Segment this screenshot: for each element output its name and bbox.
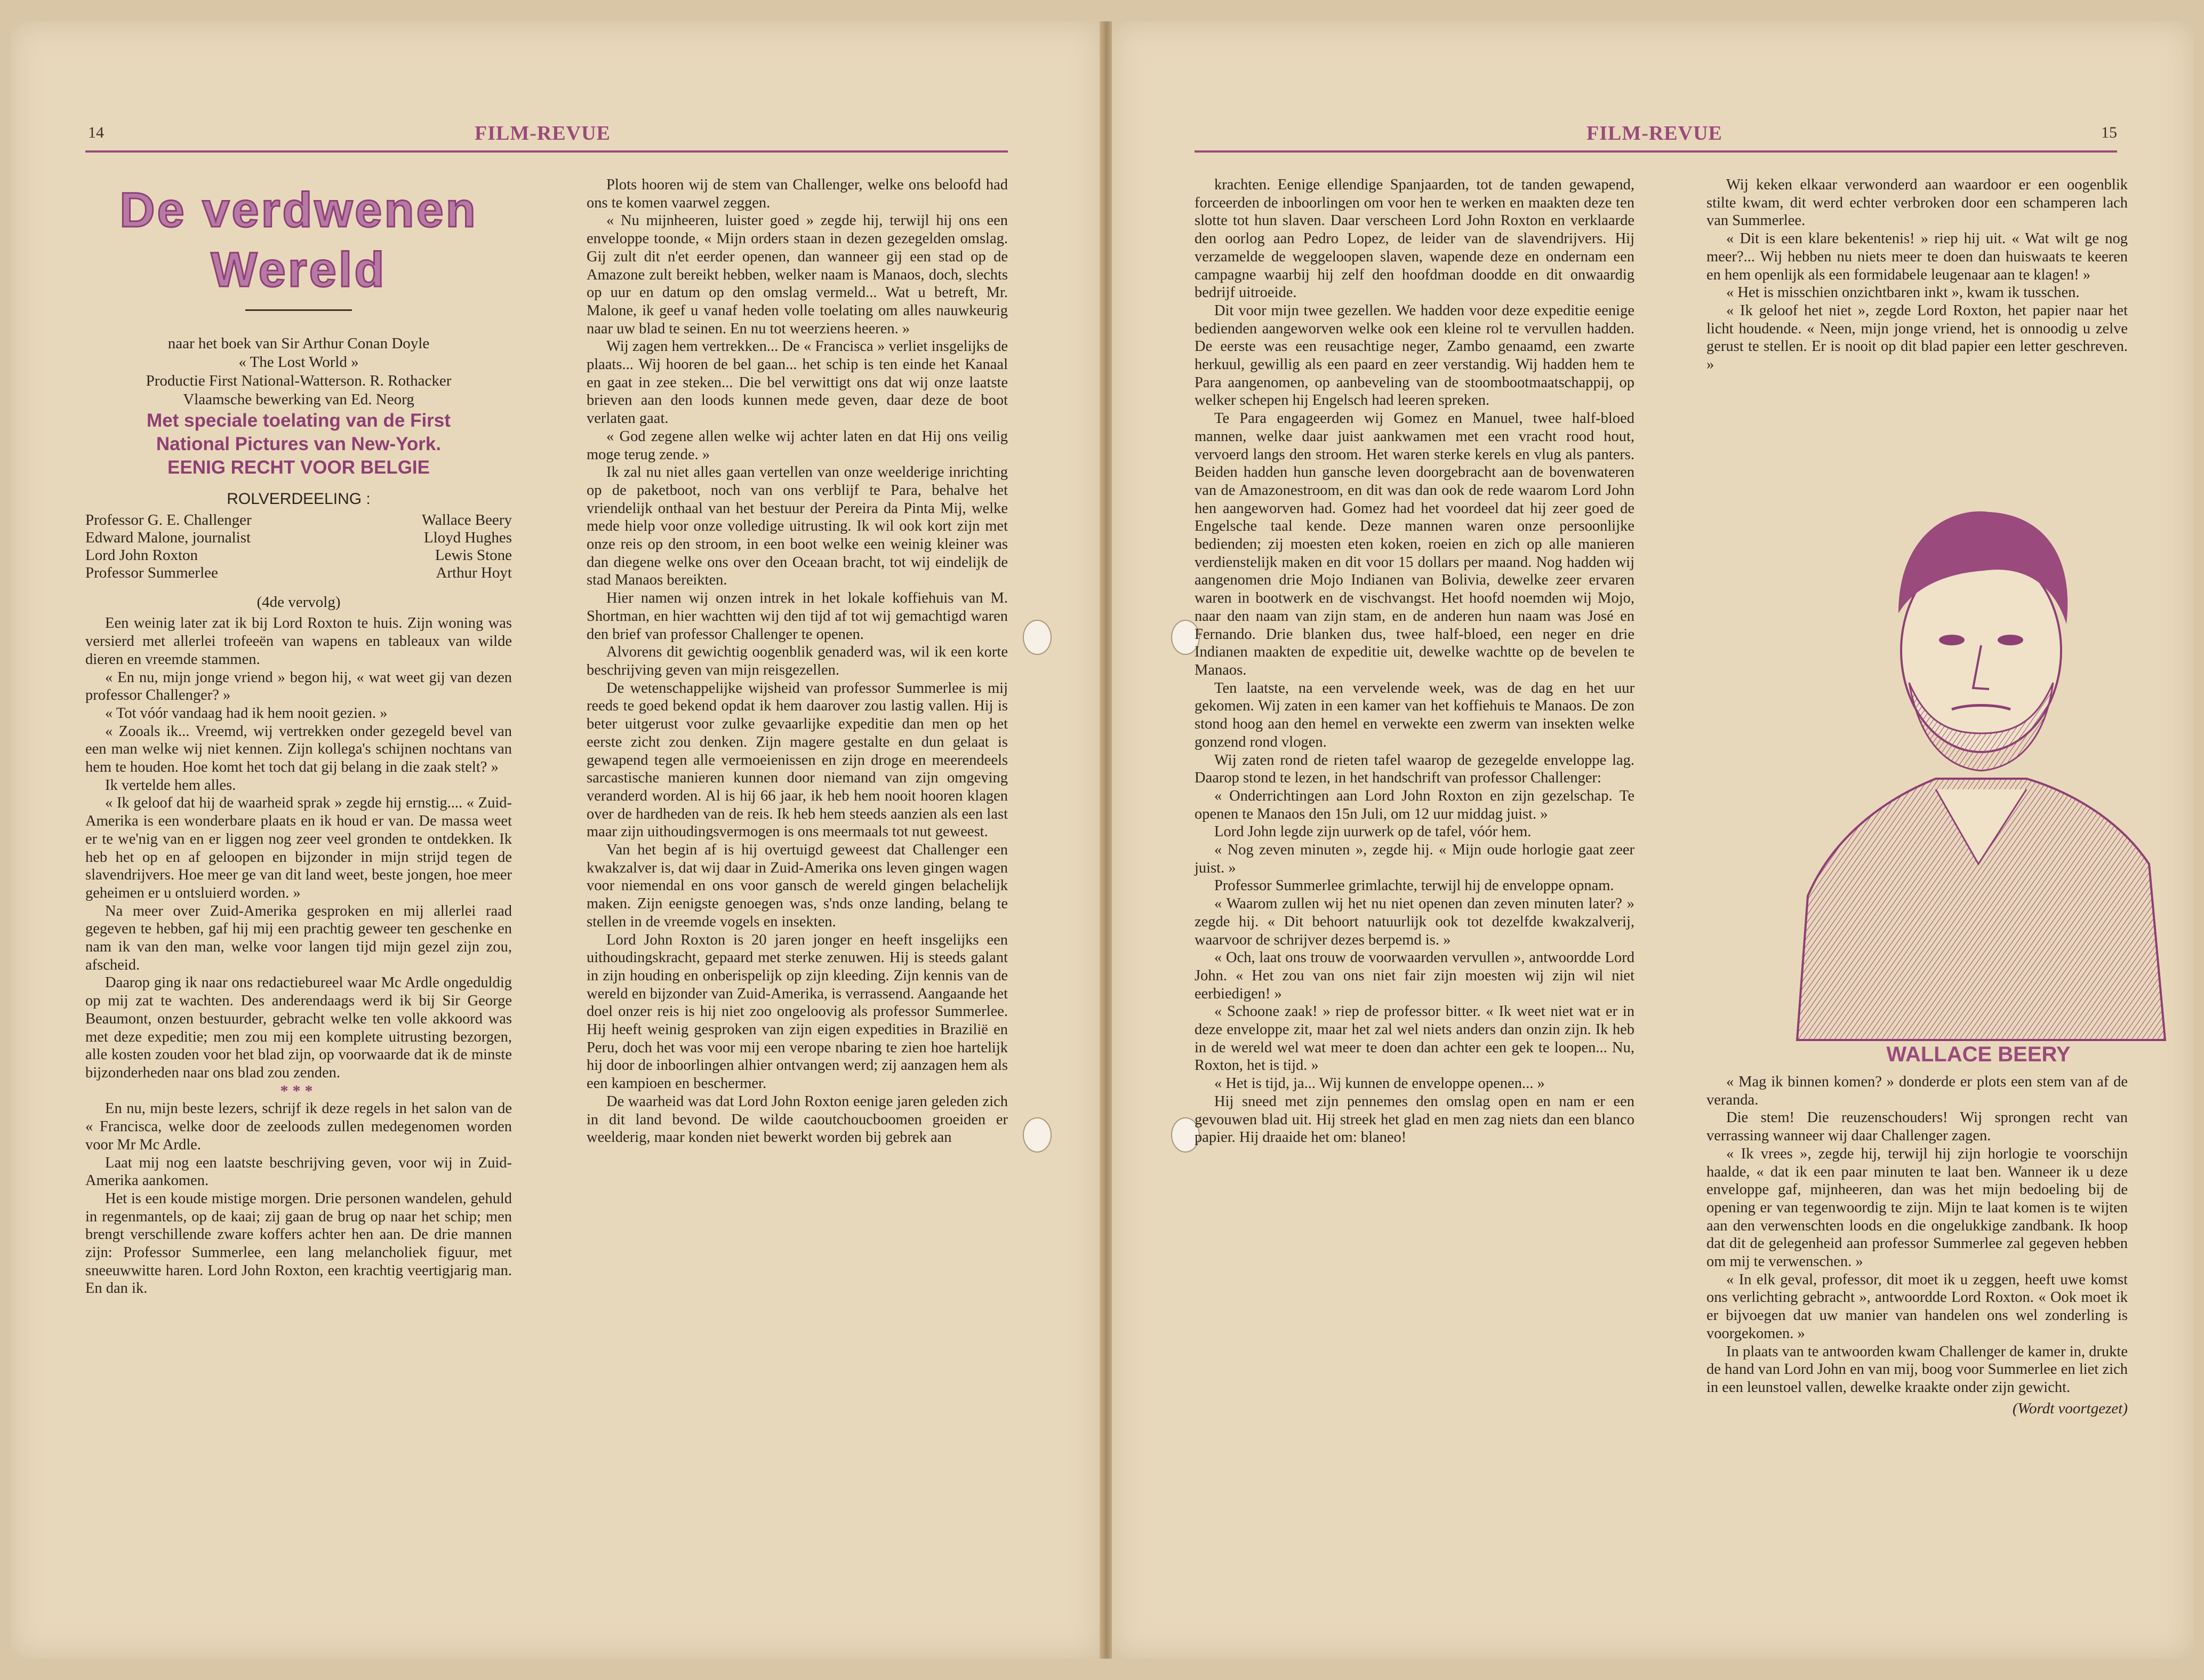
paragraph: « Nu mijnheeren, luister goed » zegde hij, terwijl hij ons een enveloppe toonde, « Mijn orders staan in dezen gezegelden omslag. Gij zult dit n'et eerder openen, dan wanneer gij een stad op de Amazone zult bereikt hebben, welker naam is Manaos, doch, slechts op uur en datum op den omslag vermeld... Wat u betreft, Mr. Malone, ik geef u vanaf heden volle toelating om alles nauwkeurig naar uw blad te seinen. En nu tot weerziens heeren. » [587,212,1008,337]
cast-role: Professor Summerlee [85,564,218,581]
paragraph: « Het is tijd, ja... Wij kunnen de enveloppe openen... » [1214,1075,1545,1092]
cast-row [85,547,512,564]
paragraph: En nu, mijn beste lezers, schrijf ik deze regels in het salon van de « Francisca, welke door de zeeloods zullen medegenomen worden voor Mr Mc Ardle. [85,1100,512,1153]
article-column-4-continued [1706,1073,2128,1418]
paragraph: Professor Summerlee grimlachte, terwijl hij de enveloppe opnam. [1214,877,1614,894]
title-divider [245,309,352,311]
body-text [1706,176,2128,374]
cast-actor: Lloyd Hughes [423,529,512,546]
paragraph: Daarop ging ik naar ons redactiebureel waar Mc Ardle ongeduldig op mij zat te wachten. Des anderendaags werd ik bij Sir George Beaumont, onzen bestuurder, gebracht welke ten volle akkoord was met deze expeditie; men zou mij een komplete uitrusting bezorgen, alle kosten zouden voor het blad zijn, op voorwaarde dat ik de minste bijzonderheden naar ons blad zou zenden. [85,974,512,1081]
header-rule-left [85,150,1008,153]
paragraph: « Ik geloof het niet », zegde Lord Roxton, het papier naar het licht houdende. « Neen, mijn jonge vriend, het is onnoodig u zelve gerust te stellen. Er is nooit op dit blad papier een letter geschreven. » [1706,302,2128,373]
binding-hole [1023,1117,1052,1153]
running-head-left: FILM-REVUE [475,122,611,145]
paragraph: Lord John legde zijn uurwerk op de tafel, vóór hem. [1214,823,1532,841]
permission-line: National Pictures van New-York. [156,434,442,454]
paragraph: Wij zagen hem vertrekken... De « Francisca » verliet insgelijks de plaats... Wij hooren de bel gaan... het schip is ten einde het Kanaal en gaat in zee steken... Die bel verwittigt ons dat wij onze laatste brieven aan den loods kunnen mede geven, daar deze de boot verlaten gaat. [587,338,1008,427]
article-title-line-2: Wereld [211,243,387,297]
paragraph: Wij keken elkaar verwonderd aan waardoor er een oogenblik stilte kwam, dit werd echter verbroken door een schamperen lach van Summerlee. [1706,177,2128,229]
header-rule-right [1195,150,2117,153]
paragraph: De waarheid was dat Lord John Roxton eenige jaren geleden zich in dit land bevond. De wilde caoutchoucboomen groeiden er weelderig, maar konden niet bewerkt worden bij gebrek aan [587,1093,1008,1146]
cast-role: Professor G. E. Challenger [85,511,252,529]
paragraph: Van het begin af is hij overtuigd geweest dat Challenger een kwakzalver is, dat wij daar in Zuid-Amerika ons leven gingen wagen voor niemendal en ons voor gansch de wereld gingen belachelijk maken. Zijn eenigste genoegen was, s'nds onze landing, belang te stellen in de vreemde vogels en insekten. [587,842,1008,930]
cast-heading: ROLVERDEELING : [227,490,371,508]
paragraph: Ik vertelde hem alles. [105,777,236,794]
cast-role: Edward Malone, journalist [85,529,251,546]
paragraph: « In elk geval, professor, dit moet ik u zeggen, heeft uwe komst ons verlichting gebracht », antwoordde Lord Roxton. « Ook moet ik er bijvoegen dat uw manier van handelen ons wel zonderling is voorgekomen. » [1706,1271,2128,1342]
permission-line: Met speciale toelating van de First [147,410,451,431]
article-column-4 [1706,176,2128,374]
cast-row [85,564,512,582]
cast-actor: Lewis Stone [435,546,512,564]
paragraph: « Waarom zullen wij het nu niet openen dan zeven minuten later? » zegde hij. « Dit behoort natuurlijk ook tot dezelfde kwakzalverij, waarvoor de schrijver dezes berpemd is. » [1195,895,1634,948]
paragraph: Het is een koude mistige morgen. Drie personen wandelen, gehuld in regenmantels, op de kaai; zij gaan de brug op naar het schip; men brengt verschillende zware koffers achter hen aan. De drie mannen zijn: Professor Summerlee, een lang melancholiek figuur, met sneeuwwitte haren. Lord John Roxton, een krachtig veertigjarig man. En dan ik. [85,1190,512,1297]
cast-actor: Wallace Beery [421,511,512,529]
paragraph: Alvorens dit gewichtig oogenblik genaderd was, wil ik een korte beschrijving geven van mijn reisgezellen. [587,644,1008,678]
paragraph: Hij sneed met zijn pennemes den omslag open en nam er een gevouwen blad uit. Hij streek het glad en men zag niets dan een blanco papier. Hij draaide het om: blaneo! [1195,1093,1634,1146]
cast-role: Lord John Roxton [85,546,198,564]
body-text [85,1100,512,1298]
running-head-right: FILM-REVUE [1586,122,1722,145]
paragraph: Dit voor mijn twee gezellen. We hadden voor deze expeditie eenige bedienden aangeworven welke ook een kleine rol te vervullen hadden. De eerste was een reusachtige neger, Zambo genaamd, een zwarte herkuul, gewillig als een paard en zeer verstandig. Wij hadden hem te Para aangenomen, op aanbeveling van de stoombootmaatschappij, op welker schepen hij Engelsch had leeren spreken. [1195,302,1634,409]
paragraph: « God zegene allen welke wij achter laten en dat Hij ons veilig moge terug zende. » [587,428,1008,463]
paragraph: Na meer over Zuid-Amerika gesproken en mij allerlei raad gegeven te hebben, gaf hij mij een prachtig geweer ten geschenke en nam ik van den man, welke voor langen tijd mijn gezel zijn zou, afscheid. [85,902,512,973]
paragraph: De wetenschappelijke wijsheid van professor Summerlee is mij reeds te goed bekend opdat ik hem daarover zou lastig vallen. Hij is beter uitgerust voor zulke gevaarlijke expeditie dan men op het eerste zicht zou denken. Zijn magere gestalte en dun gelaat is gewapend tegen alle vermoeienissen en zijn droge en meerendeels sarcastische manieren kunnen door niemand van zijn omgeving veranderd worden. Al is hij 66 jaar, ik heb hem nooit hooren klagen over de hardheden van de reis. Ik heb hem steeds aanzien als een last maar zijn uithoudingsvermogen is ons meermaals tot nut geweest. [587,679,1008,841]
continued-note: (Wordt voortgezet) [2012,1399,2128,1417]
paragraph: « Ik geloof dat hij de waarheid sprak » zegde hij ernstig.... « Zuid-Amerika is een wonderbare plaats en ik houd er van. De massa weet er te we'nig van en er liggen nog zeer veel gronden te ontdekken. Ik heb het op en af geloopen en bijzonder in mijn strijd tegen de slavendrijvers. Hoe meer ge van dit land weet, beste jongen, hoe meer geheimen er u ontsluierd worden. » [85,795,512,901]
cast-row [85,529,512,547]
page-number-right: 15 [2101,124,2117,141]
credit-line: Productie First National-Watterson. R. Rothacker [146,372,452,389]
section-separator: *** [280,1082,317,1100]
portrait-caption: WALLACE BEERY [1886,1043,2071,1066]
paragraph: « Tot vóór vandaag had ik hem nooit gezien. » [105,705,388,722]
paragraph: « Het is misschien onzichtbaren inkt », kwam ik tusschen. [1726,284,2080,301]
page-number-left: 14 [88,124,104,141]
paragraph: « Mag ik binnen komen? » donderde er plots een stem van af de veranda. [1706,1074,2128,1108]
cast-row [85,511,512,529]
article-title-line-1: De verdwenen [119,183,478,237]
rights-line: EENIG RECHT VOOR BELGIE [167,457,430,478]
paragraph: Te Para engageerden wij Gomez en Manuel, twee half-bloed mannen, welke daar juist aankwamen met een vracht rood hout, vervoerd langs den stroom. Het waren sterke kerels en vlug als panters. Beiden hadden hun gansche leven doorgebracht aan de bovenwateren van de Amazonestroom, en dit was dan ook de rede waarom Lord John hen aangeworven had. Gomez had het voordeel dat hij zeer goed de Engelsche taal kende. Deze mannen waren onze persoonlijke bedienden; zij moesten eten koken, roeien en zich op alle manieren verdienstelijk maken en dit voor 15 dollars per maand. Nog hadden wij aangenomen drie Mojo Indianen van Bolivia, dewelke zeer ervaren waren in bootwerk en de vischvangst. Het hoofd noemden wij Mojo, naar den naam van zijn stam, en de anderen hun naam was José en Fernando. Drie blanken dus, twee half-bloed, een neger en drie Indianen maakten de expeditie uit, dewelke wachtte op de bevelen te Manaos. [1195,410,1634,678]
paragraph: Laat mij nog een laatste beschrijving geven, voor wij in Zuid-Amerika aankomen. [85,1154,512,1189]
installment-label: (4de vervolg) [257,593,341,611]
portrait-illustration [1776,491,2181,1045]
paragraph: Een weinig later zat ik bij Lord Roxton te huis. Zijn woning was versierd met allerlei trofeeën van wapens en tableaux van wilde dieren en vreemde stammen. [85,615,512,668]
body-text [1195,176,1634,1147]
paragraph: Lord John Roxton is 20 jaren jonger en heeft insgelijks een uithoudingskracht, gepaard met sterke zenuwen. Hij is steeds galant in zijn houding en onberispelijk op zijn kleeding. Zijn kennis van de wereld en bijzonder van Zuid-Amerika, is verrassend. Aangaande het doel onzer reis is hij niet zoo ongeloovig als professor Summerlee. Hij heeft weinig gesproken van zijn eigen expedities in Brazilië en Peru, doch het was voor mij een verope nbaring te zien hoe hartelijk hij door de inboorlingen alhier ontvangen werd; zij aanzagen hem als een kampioen en beschermer. [587,931,1008,1092]
paragraph: Die stem! Die reuzenschouders! Wij sprongen recht van verrassing wanneer wij daar Challenger zagen. [1706,1109,2128,1145]
article-column-1 [85,176,512,1298]
paragraph: « Schoone zaak! » riep de professor bitter. « Ik weet niet wat er in deze enveloppe zit, maar het zal wel niets anders dan onzin zijn. Ik heb in de wereld wel wat meer te doen dan achter een gek te loopen... Nu, Roxton, het is tijd. » [1195,1003,1634,1074]
paragraph: krachten. Eenige ellendige Spanjaarden, tot de tanden gewapend, forceerden de inboorlingen om voor hen te werken en maakten deze ten slotte tot hun slaven. Daar verscheen Lord John Roxton en verklaarde den oorlog aan Pedro Lopez, de leider van de slavendrijvers. Hij verzamelde de weggeloopen slaven, wapende deze en ondernam een campagne waarbij hij zelf den hoofdman doodde en dit onwaardig bedrijf uitroeide. [1195,177,1634,301]
paragraph: Hier namen wij onzen intrek in het lokale koffiehuis van M. Shortman, en hier wachtten wij den tijd af tot wij gemachtigd waren den brief van professor Challenger te openen. [587,590,1008,643]
article-column-3 [1195,176,1634,1147]
body-text [85,614,512,1082]
credit-line: Vlaamsche bewerking van Ed. Neorg [183,391,414,408]
body-text [1706,1073,2128,1397]
cast-actor: Arthur Hoyt [436,564,512,581]
paragraph: Plots hooren wij de stem van Challenger, welke ons beloofd had ons te komen vaarwel zeggen. [587,177,1008,211]
portrait-image [1776,491,2181,1045]
paragraph: « Och, laat ons trouw de voorwaarden vervullen », antwoordde Lord John. « Het zou van ons niet fair zijn moesten wij zijn wil niet eerbiedigen! » [1195,949,1634,1002]
paragraph: Ten laatste, na een vervelende week, was de dag en het uur gekomen. Wij zaten in een kamer van het koffiehuis te Manaos. De zon stond hoog aan den hemel en verwekte een zwerm van insekten welke gonzend rond vlogen. [1195,679,1634,750]
credit-line: « The Lost World » [238,354,359,371]
paragraph: « Zooals ik... Vreemd, wij vertrekken onder gezegeld bevel van een man welke wij niet kennen. Zijn kollega's schijnen nochtans van hem te houden. Hoe komt het toch dat gij belang in die zaak stelt? » [85,723,512,776]
paragraph: « Onderrichtingen aan Lord John Roxton en zijn gezelschap. Te openen te Manaos den 15n Juli, om 12 uur middag juist. » [1195,787,1634,822]
paragraph: Ik zal nu niet alles gaan vertellen van onze weelderige inrichting op de paketboot, noch van ons verblijf te Para, behalve het vriendelijk onthaal van het bestuur der Pereira da Pinta Mij, welke mede hielp voor onze volledige uitrusting. Ik wil ook kort zijn met onze reis op den stroom, in een boot welke een weinig kleiner was dan diegene welke ons over den Oceaan bracht, tot wij eindelijk de stad Manaos bereikten. [587,464,1008,589]
credit-line: naar het boek van Sir Arthur Conan Doyle [167,335,430,352]
paragraph: « Ik vrees », zegde hij, terwijl hij zijn horlogie te voorschijn haalde, « dat ik een paar minuten te laat ben. Wanneer ik u deze enveloppe gaf, mijnheeren, dan was het mijn bedoeling bij de opening er van tegenwoordig te zijn. Mijn te laat komen is te wijten aan den verwenschten loods en die ongelukkige zandbank. Ik hoop dat dit de gelegenheid aan professor Summerlee zal gegeven hebben om mij te verwenschen. » [1706,1145,2128,1270]
paragraph: « Dit is een klare bekentenis! » riep hij uit. « Wat wilt ge nog meer?... Wij hebben nu niets meer te doen dan huiswaats te keeren en hem openlijk als een formidabele leugenaar aan te klagen! » [1706,230,2128,283]
paragraph: In plaats van te antwoorden kwam Challenger de kamer in, drukte de hand van Lord John en van mij, boog voor Summerlee en liet zich in een leunstoel vallen, dewelke kraakte onder zijn gewicht. [1706,1343,2128,1396]
body-text [587,176,1008,1147]
paragraph: « Nog zeven minuten », zegde hij. « Mijn oude horlogie gaat zeer juist. » [1195,842,1634,876]
paragraph: « En nu, mijn jonge vriend » begon hij, « wat weet gij van dezen professor Challenger? » [85,669,512,704]
credits-block [85,334,512,479]
paragraph: Wij zaten rond de rieten tafel waarop de gezegelde enveloppe lag. Daarop stond te lezen, in het handschrift van professor Challenger: [1195,751,1634,787]
binding-hole [1023,620,1052,655]
article-column-2 [587,176,1008,1147]
